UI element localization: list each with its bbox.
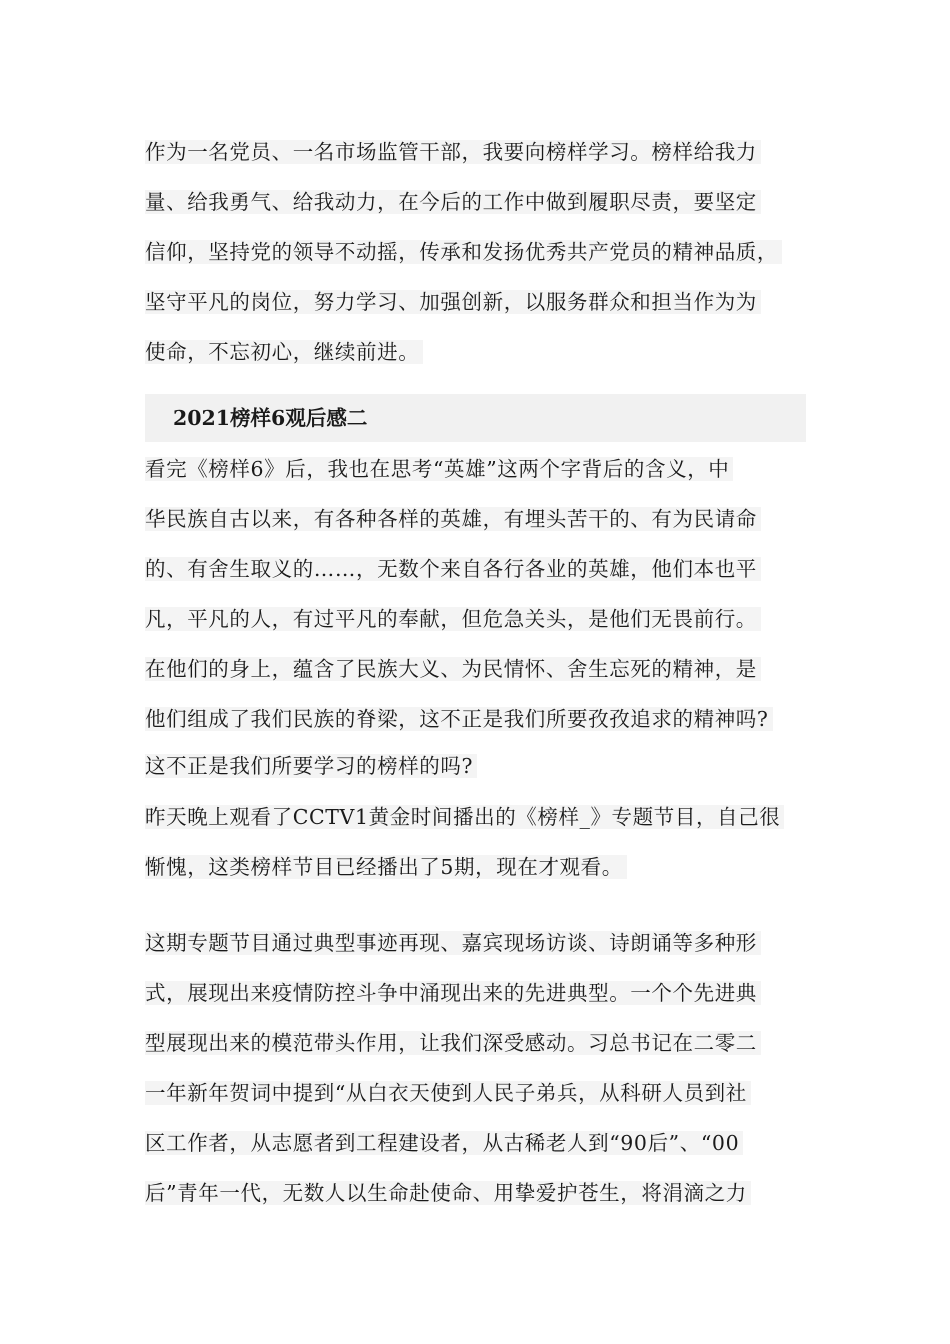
- text-line: [145, 968, 825, 1018]
- paragraph-3: [145, 792, 825, 892]
- text-line: [145, 792, 825, 842]
- text-line: [145, 694, 825, 744]
- text-line-content: 看完《榜样6》后，我也在思考“英雄”这两个字背后的含义，中: [145, 457, 733, 481]
- text-line-content: 式，展现出来疫情防控斗争中涌现出来的先进典型。一个个先进典: [145, 981, 761, 1005]
- text-line-content: 在他们的身上，蕴含了民族大义、为民情怀、舍生忘死的精神，是: [145, 657, 761, 681]
- section-heading-text: 2021榜样6观后感二: [173, 406, 368, 430]
- paragraph-4: [145, 918, 825, 1218]
- text-line: [145, 1068, 825, 1118]
- text-line: [145, 918, 825, 968]
- text-line-content: 区工作者，从志愿者到工程建设者，从古稀老人到“90后”、“00: [145, 1131, 743, 1155]
- paragraph-1: [145, 127, 825, 377]
- text-line: [145, 842, 825, 892]
- text-line-content: 量、给我勇气、给我动力，在今后的工作中做到履职尽责，要坚定: [145, 190, 761, 214]
- text-line: [145, 227, 825, 277]
- text-line-content: 这不正是我们所要学习的榜样的吗?: [145, 754, 477, 778]
- section-heading: [145, 394, 806, 442]
- text-line-content: 昨天晚上观看了CCTV1黄金时间播出的《榜样_》专题节目，自己很: [145, 805, 784, 829]
- text-line: [145, 444, 825, 494]
- text-line-content: 凡，平凡的人，有过平凡的奉献，但危急关头，是他们无畏前行。: [145, 607, 761, 631]
- text-line: [145, 277, 825, 327]
- text-line-content: 作为一名党员、一名市场监管干部，我要向榜样学习。榜样给我力: [145, 140, 761, 164]
- text-line: [145, 127, 825, 177]
- text-line-content: 惭愧，这类榜样节目已经播出了5期，现在才观看。: [145, 855, 627, 879]
- text-line-content: 这期专题节目通过典型事迹再现、嘉宾现场访谈、诗朗诵等多种形: [145, 931, 761, 955]
- text-line-content: 使命，不忘初心，继续前进。: [145, 340, 423, 364]
- text-line-content: 华民族自古以来，有各种各样的英雄，有埋头苦干的、有为民请命: [145, 507, 761, 531]
- text-line: [145, 594, 825, 644]
- text-line: [145, 327, 825, 377]
- paragraph-2: [145, 444, 825, 788]
- text-line: [145, 644, 825, 694]
- text-line: [145, 1118, 825, 1168]
- text-line: [145, 744, 825, 788]
- text-line: [145, 544, 825, 594]
- text-line-content: 后”青年一代，无数人以生命赴使命、用挚爱护苍生，将涓滴之力: [145, 1181, 751, 1205]
- text-line-content: 信仰，坚持党的领导不动摇，传承和发扬优秀共产党员的精神品质，: [145, 240, 782, 264]
- text-line: [145, 177, 825, 227]
- text-line-content: 他们组成了我们民族的脊梁，这不正是我们所要孜孜追求的精神吗?: [145, 707, 773, 731]
- text-line: [145, 494, 825, 544]
- text-line-content: 坚守平凡的岗位，努力学习、加强创新，以服务群众和担当作为为: [145, 290, 761, 314]
- text-line-content: 的、有舍生取义的……，无数个来自各行各业的英雄，他们本也平: [145, 557, 761, 581]
- text-line-content: 一年新年贺词中提到“从白衣天使到人民子弟兵，从科研人员到社: [145, 1081, 751, 1105]
- text-line-content: 型展现出来的模范带头作用，让我们深受感动。习总书记在二零二: [145, 1031, 761, 1055]
- text-line: [145, 1018, 825, 1068]
- text-line: [145, 1168, 825, 1218]
